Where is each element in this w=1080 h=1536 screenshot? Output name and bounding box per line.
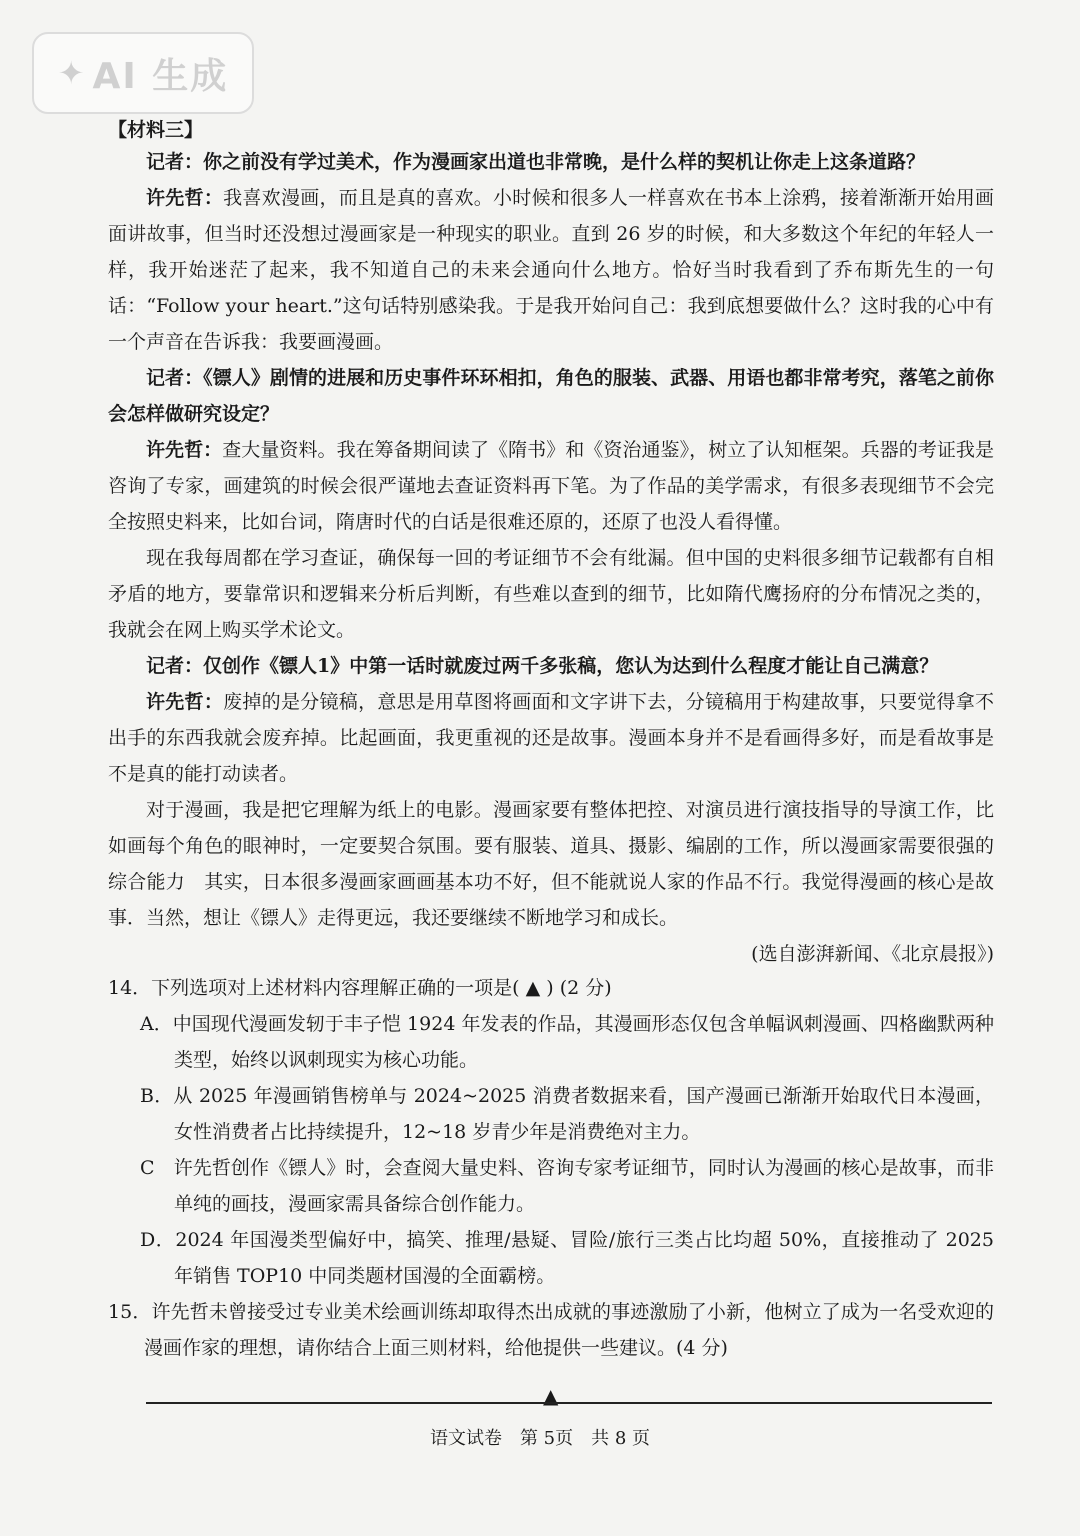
answer-continuation: 现在我每周都在学习查证，确保每一回的考证细节不会有纰漏。但中国的史料很多细节记载都有自相矛盾的地方，要靠常识和逻辑来分析后判断，有些难以查到的细节，比如隋代鹰扬府的分布情况之类的，我就会在网上购买学术论文。 — [108, 547, 994, 641]
sparkle-icon: ✦ — [57, 54, 87, 92]
section-tag: 【材料三】 — [108, 119, 204, 141]
page-footer: 语文试卷 第 5页 共 8 页 — [429, 1428, 651, 1449]
material-three — [108, 116, 994, 972]
speaker-label: 许先哲： — [146, 439, 223, 461]
question-14-stem: 14．下列选项对上述材料内容理解正确的一项是( ▲ ) (2 分) — [108, 977, 612, 999]
reporter-question: 记者：《镖人》剧情的进展和历史事件环环相扣，角色的服装、武器、用语也都非常考究，落笔之前你会怎样做研究设定？ — [108, 367, 994, 425]
corner-watermark — [976, 1486, 1066, 1522]
answer-triangle-mark: ▲ — [543, 1384, 559, 1408]
footer-divider — [146, 1402, 992, 1404]
interviewee-answer — [108, 684, 994, 792]
question-15: 15．许先哲未曾接受过专业美术绘画训练却取得杰出成就的事迹激励了小新，他树立了成为一名受欢迎的漫画作家的理想，请你结合上面三则材料，给他提供一些建议。(4 分) — [108, 1301, 994, 1359]
answer-text: 查大量资料。我在筹备期间读了《隋书》和《资治通鉴》，树立了认知框架。兵器的考证我是咨询了专家，画建筑的时候会很严谨地去查证资料再下笔。为了作品的美学需求，有很多表现细节不会完全按照史料来，比如台词，隋唐时代的白话是很难还原的，还原了也没人看得懂。 — [108, 439, 994, 533]
speaker-label: 许先哲： — [146, 187, 224, 209]
interviewee-answer — [108, 432, 994, 540]
watermark-text: AI 生成 — [92, 55, 229, 97]
source-citation: (选自澎湃新闻、《北京晨报》) — [751, 943, 994, 965]
questions — [108, 970, 994, 1366]
reporter-question: 记者：仅创作《镖人1》中第一话时就废过两千多张稿，您认为达到什么程度才能让自己满意？ — [146, 655, 939, 677]
answer-continuation: 对于漫画，我是把它理解为纸上的电影。漫画家要有整体把控、对演员进行演技指导的导演工作，比如画每个角色的眼神时，一定要契合氛围。要有服装、道具、摄影、编剧的工作，所以漫画家需要很强的综合能力 其实，日本很多漫画家画画基本功不好，但不能就说人家的作品不行。我觉得漫画的核心是故事．当然，想让《镖人》走得更远，我还要继续不断地学习和成长。 — [108, 799, 994, 929]
interviewee-answer — [108, 180, 994, 360]
option-a: A．中国现代漫画发轫于丰子恺 1924 年发表的作品，其漫画形态仅包含单幅讽刺漫画、四格幽默两种类型，始终以讽刺现实为核心功能。 — [140, 1013, 994, 1071]
answer-text: 我喜欢漫画，而且是真的喜欢。小时候和很多人一样喜欢在书本上涂鸦，接着渐渐开始用画面讲故事，但当时还没想过漫画家是一种现实的职业。直到 26 岁的时候，和大多数这个年纪的年轻人一样，我开始迷茫了起来，我不知道自己的未来会通向什么地方。恰好当时我看到了乔布斯先生的一句话：“Follow your heart.”这句话特别感染我。于是我开始问自己：我到底想要做什么？这时我的心中有一个声音在告诉我：我要画漫画。 — [108, 187, 994, 353]
speaker-label: 许先哲： — [146, 691, 224, 713]
option-b: B．从 2025 年漫画销售榜单与 2024~2025 消费者数据来看，国产漫画已渐渐开始取代日本漫画，女性消费者占比持续提升，12~18 岁青少年是消费绝对主力。 — [140, 1085, 994, 1143]
option-c: C 许先哲创作《镖人》时，会查阅大量史料、咨询专家考证细节，同时认为漫画的核心是故事，而非单纯的画技，漫画家需具备综合创作能力。 — [140, 1157, 994, 1215]
interview-body — [108, 144, 994, 936]
option-d: D．2024 年国漫类型偏好中，搞笑、推理/悬疑、冒险/旅行三类占比均超 50%，直接推动了 2025 年销售 TOP10 中同类题材国漫的全面霸榜。 — [140, 1229, 994, 1287]
answer-text: 废掉的是分镜稿，意思是用草图将画面和文字讲下去，分镜稿用于构建故事，只要觉得拿不出手的东西我就会废弃掉。比起画面，我更重视的还是故事。漫画本身并不是看画得多好，而是看故事是不是真的能打动读者。 — [108, 691, 994, 785]
reporter-question: 记者：你之前没有学过美术，作为漫画家出道也非常晚，是什么样的契机让你走上这条道路？ — [146, 151, 926, 173]
ai-generated-watermark — [32, 32, 254, 114]
